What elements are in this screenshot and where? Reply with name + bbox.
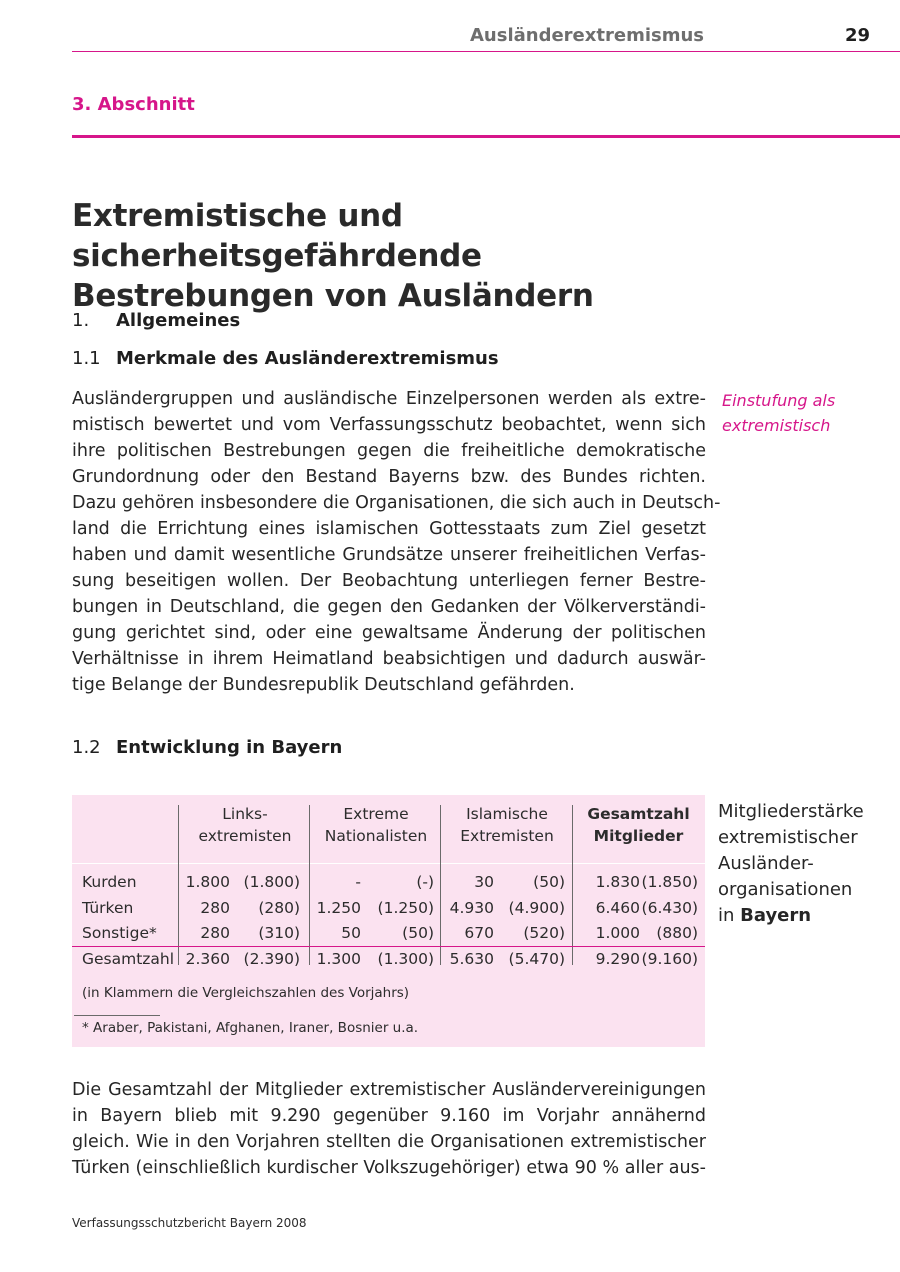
table-footnote: * Araber, Pakistani, Afghanen, Iraner, Bosnier u.a. — [82, 1020, 419, 1036]
table-cell: (520) — [523, 924, 565, 942]
caption-emphasis: Bayern — [740, 905, 812, 926]
column-header-extreme-nationalisten — [310, 803, 442, 847]
running-header — [72, 24, 900, 52]
caption-line — [718, 903, 898, 929]
column-header-line: Islamische — [466, 805, 548, 823]
heading-number: 1. — [72, 310, 90, 331]
footnote-divider — [74, 1015, 160, 1016]
membership-table — [72, 795, 705, 1047]
text-line: bungen in Deutschland, die gegen den Gedanken der Völkerverständi- — [72, 597, 706, 617]
text-line: Grundordnung oder den Bestand Bayerns bzw. des Bundes richten. — [72, 467, 706, 487]
column-header-line: Extremisten — [460, 827, 554, 845]
running-title: Ausländerextremismus — [470, 25, 704, 46]
text-line: mistisch bewertet und vom Verfassungsschutz beobachtet, wenn sich — [72, 415, 706, 435]
column-header-line: extremisten — [198, 827, 292, 845]
table-cell: (1.250) — [377, 899, 434, 917]
column-header-line: Gesamtzahl — [587, 805, 690, 823]
heading-text: Allgemeines — [116, 310, 241, 331]
row-label: Sonstige* — [82, 924, 157, 942]
column-separator — [309, 805, 310, 965]
table-cell: 4.930 — [449, 899, 494, 917]
table-cell: (50) — [402, 924, 434, 942]
text-line: sung beseitigen wollen. Der Beobachtung unterliegen ferner Bestre- — [72, 571, 706, 591]
table-side-caption — [718, 799, 898, 929]
column-header-gesamtzahl — [572, 803, 705, 847]
margin-note-line: extremistisch — [722, 416, 831, 435]
heading-merkmale — [72, 348, 499, 369]
column-header-line: Links- — [222, 805, 268, 823]
table-cell: 9.290 — [595, 950, 640, 968]
table-cell: (310) — [258, 924, 300, 942]
table-cell: (50) — [533, 873, 565, 891]
paragraph-merkmale — [72, 386, 721, 698]
paragraph-entwicklung — [72, 1077, 706, 1181]
text-line: tige Belange der Bundesrepublik Deutschland gefährden. — [72, 675, 575, 695]
chapter-title-line: Extremistische und sicherheitsgefährdende — [72, 198, 482, 274]
table-cell: - — [355, 873, 361, 891]
text-line: Verhältnisse in ihrem Heimatland beabsichtigen und dadurch auswär- — [72, 649, 706, 669]
column-separator — [178, 805, 179, 965]
column-separator — [440, 805, 441, 965]
table-cell: (2.390) — [243, 950, 300, 968]
column-header-line: Mitglieder — [593, 827, 684, 845]
table-cell: 1.250 — [316, 899, 361, 917]
text-line: Die Gesamtzahl der Mitglieder extremistischer Ausländervereinigungen — [72, 1080, 706, 1100]
text-line: gung gerichtet sind, oder eine gewaltsame Änderung der politischen — [72, 623, 706, 643]
text-line: haben und damit wesentliche Grundsätze unserer freiheitlichen Verfas- — [72, 545, 706, 565]
caption-line: Ausländer- — [718, 853, 814, 874]
table-cell: (-) — [416, 873, 434, 891]
text-line: ihre politischen Bestrebungen gegen die freiheitliche demokratische — [72, 441, 706, 461]
row-label: Gesamtzahl — [82, 950, 175, 968]
row-label: Kurden — [82, 873, 137, 891]
text-line: in Bayern blieb mit 9.290 gegenüber 9.160 im Vorjahr annähernd — [72, 1106, 706, 1126]
caption-line: Mitgliederstärke — [718, 801, 864, 822]
table-cell: 280 — [200, 899, 230, 917]
heading-text: Merkmale des Ausländerextremismus — [116, 348, 499, 369]
column-header-linksextremisten — [180, 803, 310, 847]
table-cell: 5.630 — [449, 950, 494, 968]
table-cell: (5.470) — [508, 950, 565, 968]
table-cell: 50 — [341, 924, 361, 942]
table-cell: 1.300 — [316, 950, 361, 968]
table-cell: (6.430) — [641, 899, 698, 917]
caption-line: organisationen — [718, 879, 853, 900]
heading-allgemeines — [72, 310, 240, 331]
heading-text: Entwicklung in Bayern — [116, 737, 343, 758]
table-cell: 1.800 — [185, 873, 230, 891]
table-cell: (4.900) — [508, 899, 565, 917]
chapter-title-line: Bestrebungen von Ausländern — [72, 278, 594, 314]
chapter-title — [72, 196, 732, 316]
table-cell: (280) — [258, 899, 300, 917]
row-label: Türken — [82, 899, 134, 917]
column-header-line: Nationalisten — [324, 827, 428, 845]
text-line: land die Errichtung eines islamischen Gottesstaats zum Ziel gesetzt — [72, 519, 706, 539]
table-cell: 280 — [200, 924, 230, 942]
margin-note-line: Einstufung als — [722, 391, 836, 410]
table-cell: 6.460 — [595, 899, 640, 917]
page-number: 29 — [844, 25, 870, 46]
header-divider — [72, 863, 705, 864]
heading-number: 1.1 — [72, 348, 101, 369]
column-header-line: Extreme — [343, 805, 409, 823]
table-cell: 1.000 — [595, 924, 640, 942]
table-cell: (1.300) — [377, 950, 434, 968]
table-cell: (1.850) — [641, 873, 698, 891]
text-line: Ausländergruppen und ausländische Einzelpersonen werden als extre- — [72, 389, 706, 409]
heading-entwicklung — [72, 737, 342, 758]
caption-prefix: in — [718, 905, 741, 926]
text-line: Dazu gehören insbesondere die Organisationen, die sich auch in Deutsch- — [72, 493, 721, 513]
page-footer: Verfassungsschutzbericht Bayern 2008 — [72, 1216, 307, 1230]
table-cell: 1.830 — [595, 873, 640, 891]
caption-line: extremistischer — [718, 827, 858, 848]
table-cell: (1.800) — [243, 873, 300, 891]
table-cell: 30 — [474, 873, 494, 891]
table-cell: (880) — [656, 924, 698, 942]
heading-number: 1.2 — [72, 737, 101, 758]
column-header-islamische-extremisten — [442, 803, 572, 847]
column-separator — [572, 805, 573, 965]
table-cell: (9.160) — [641, 950, 698, 968]
table-cell: 670 — [464, 924, 494, 942]
table-note: (in Klammern die Vergleichszahlen des Vorjahrs) — [82, 985, 410, 1001]
section-label: 3. Abschnitt — [72, 94, 195, 115]
table-cell: 2.360 — [185, 950, 230, 968]
section-divider — [72, 135, 900, 138]
text-line: Türken (einschließlich kurdischer Volkszugehöriger) etwa 90 % aller aus- — [72, 1158, 706, 1178]
text-line: gleich. Wie in den Vorjahren stellten die Organisationen extremistischer — [72, 1132, 706, 1152]
margin-note — [722, 388, 892, 438]
